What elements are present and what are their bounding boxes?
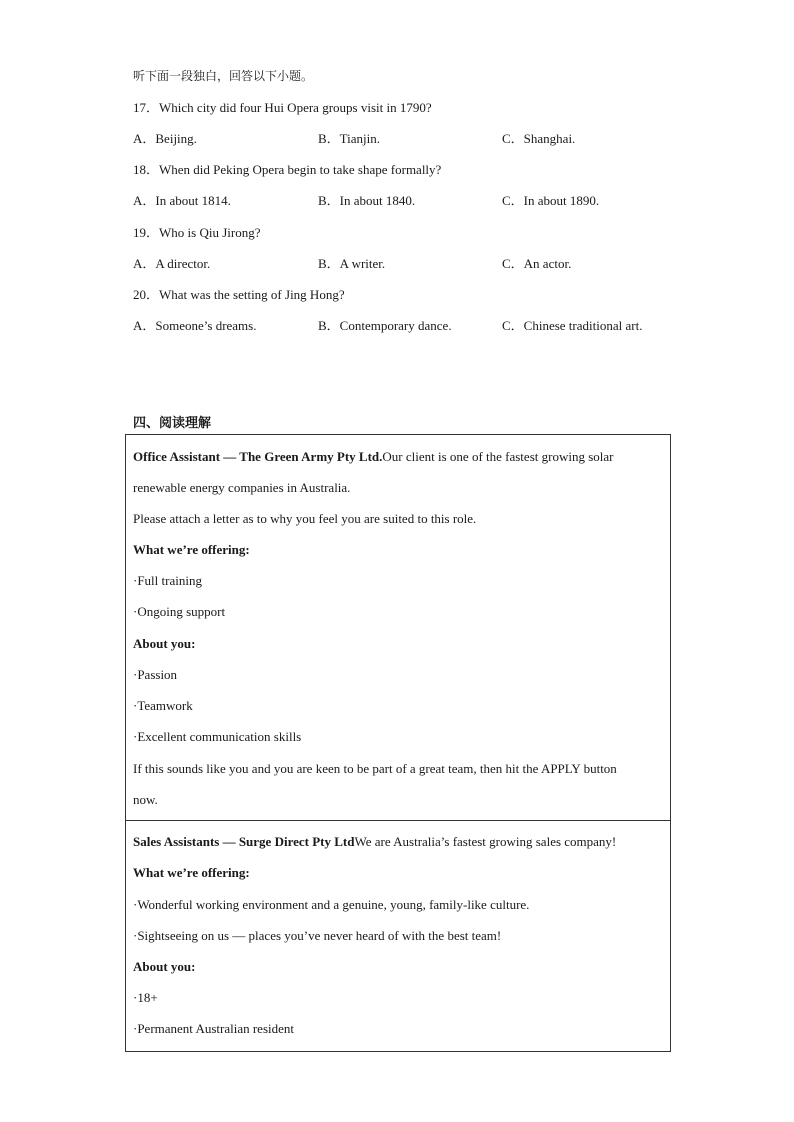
ad2-title-line xyxy=(133,834,616,850)
listening-intro: 听下面一段独白，回答以下小题。 xyxy=(133,69,314,83)
question-text: Which city did four Hui Opera groups visit in 1790? xyxy=(159,100,432,115)
question-number: 17． xyxy=(133,100,160,115)
question-18 xyxy=(133,162,441,178)
ad2-offer-heading: What we’re offering: xyxy=(133,865,250,880)
q17-option-b: B．Tianjin. xyxy=(318,131,381,146)
question-17 xyxy=(133,100,432,116)
ad1-offer-item: ·Full training xyxy=(133,573,202,588)
ad2-about-item: ·18+ xyxy=(133,990,158,1005)
ad2-about-item: ·Permanent Australian resident xyxy=(133,1021,295,1036)
q19-option-b: B．A writer. xyxy=(318,256,386,271)
question-19 xyxy=(133,225,260,241)
q20-option-b: B．Contemporary dance. xyxy=(318,318,452,333)
ad1-title-line xyxy=(133,449,613,465)
ad1-letter: Please attach a letter as to why you feel you are suited to this role. xyxy=(133,511,477,526)
section-title: 四、阅读理解 xyxy=(133,416,212,431)
ad1-title: Office Assistant — The Green Army Pty Ltd. xyxy=(133,449,383,464)
question-number: 18． xyxy=(133,162,160,177)
q18-option-b: B．In about 1840. xyxy=(318,193,416,208)
ad1-closing-line1: If this sounds like you and you are keen to be part of a great team, then hit the APPLY button xyxy=(133,761,617,776)
ad1-about-item: ·Teamwork xyxy=(133,698,193,713)
ad2-title: Sales Assistants — Surge Direct Pty Ltd xyxy=(133,834,355,849)
question-number: 19． xyxy=(133,225,160,240)
ad1-offer-item: ·Ongoing support xyxy=(133,604,226,619)
ad1-about-item: ·Passion xyxy=(133,667,178,682)
ad1-offer-heading: What we’re offering: xyxy=(133,542,250,557)
q20-option-c: C．Chinese traditional art. xyxy=(502,318,643,333)
ad1-closing-line2: now. xyxy=(133,792,158,807)
ad2-offer-item: ·Wonderful working environment and a genuine, young, family-like culture. xyxy=(133,897,530,912)
ad1-intro: Our client is one of the fastest growing solar xyxy=(382,449,614,464)
ad1-about-heading: About you: xyxy=(133,636,196,651)
ad2-intro: We are Australia’s fastest growing sales company! xyxy=(354,834,617,849)
ad2-offer-item: ·Sightseeing on us — places you’ve never heard of with the best team! xyxy=(133,928,502,943)
ad1-about-item: ·Excellent communication skills xyxy=(133,729,302,744)
q18-option-c: C．In about 1890. xyxy=(502,193,600,208)
question-text: When did Peking Opera begin to take shape formally? xyxy=(159,162,442,177)
question-number: 20． xyxy=(133,287,160,302)
q19-option-a: A．A director. xyxy=(133,256,211,271)
ad1-intro-line2: renewable energy companies in Australia. xyxy=(133,480,351,495)
q19-option-c: C．An actor. xyxy=(502,256,572,271)
ad2-about-heading: About you: xyxy=(133,959,196,974)
question-20 xyxy=(133,287,345,303)
q17-option-c: C．Shanghai. xyxy=(502,131,576,146)
question-text: Who is Qiu Jirong? xyxy=(159,225,261,240)
q17-option-a: A．Beijing. xyxy=(133,131,197,146)
q20-option-a: A．Someone’s dreams. xyxy=(133,318,257,333)
question-text: What was the setting of Jing Hong? xyxy=(159,287,345,302)
q18-option-a: A．In about 1814. xyxy=(133,193,231,208)
